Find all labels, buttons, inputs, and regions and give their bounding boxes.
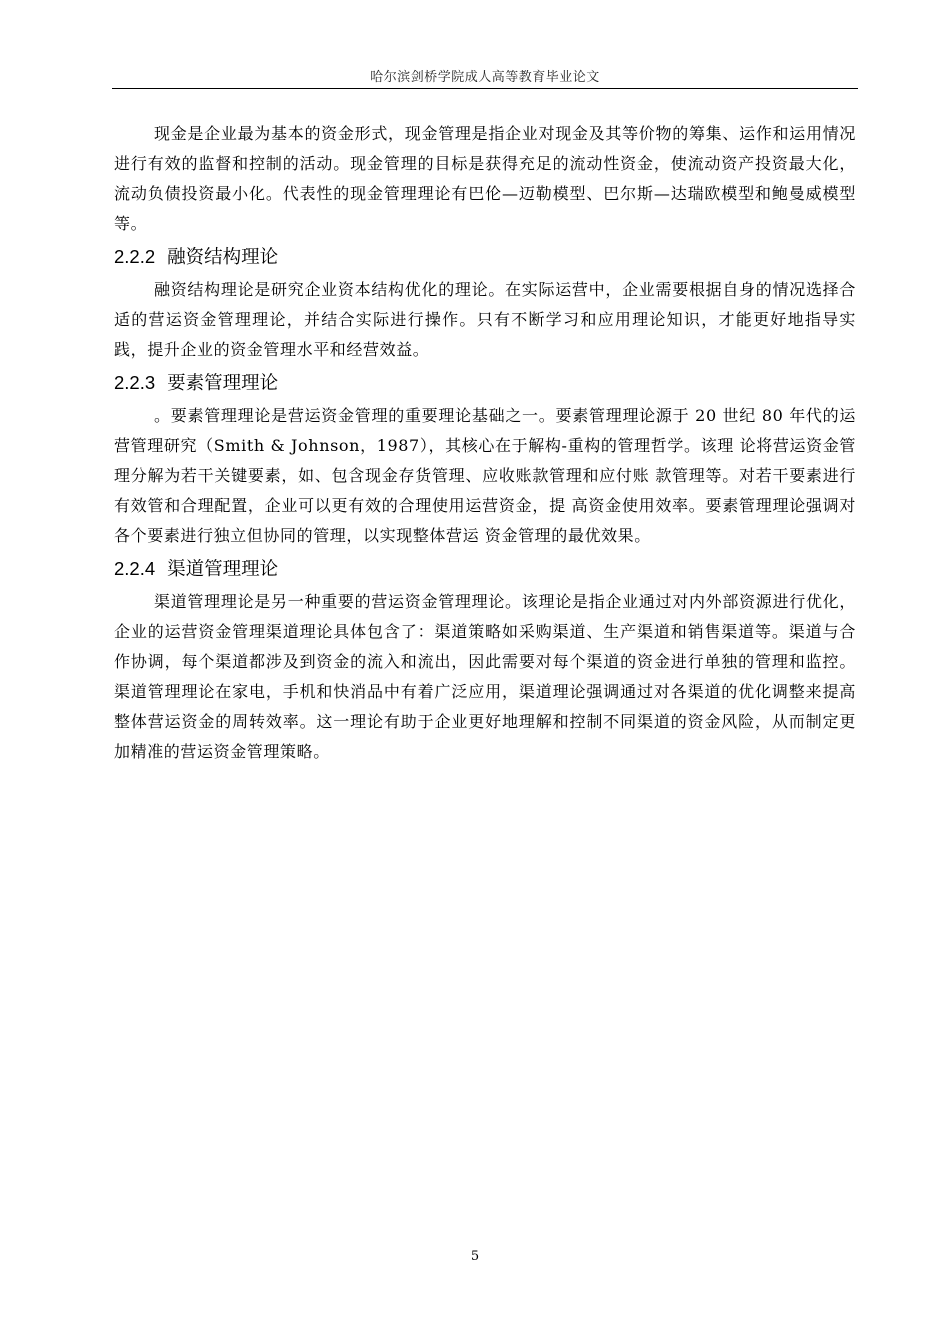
intro-paragraph: 现金是企业最为基本的资金形式，现金管理是指企业对现金及其等价物的筹集、运作和运用情况进行有效的监督和控制的活动。现金管理的目标是获得充足的流动性资金，使流动资产投资最大化，流动负债投资最小化。代表性的现金管理理论有巴伦—迈勒模型、巴尔斯—达瑞欧模型和鲍曼威模型等。 <box>114 124 856 233</box>
section-title: 融资结构理论 <box>167 246 279 267</box>
section-heading-2-2-3 <box>114 368 856 398</box>
page-number: 5 <box>470 1249 480 1264</box>
document-body <box>114 119 856 767</box>
section-paragraph-2-2-3: 。要素管理理论是营运资金管理的重要理论基础之一。要素管理理论源于 20 世纪 80 年代的运营管理研究（Smith & Johnson，1987），其核心在于解构-重构的管理哲学。该理 论将营运资金管理分解为若干关键要素，如、包含现金存货管理、应收账款管理和应付账 款管理等。对若干要素进行有效管和合理配置，企业可以更有效的合理使用运营资金，提 高资金使用效率。要素管理理论强调对各个要素进行独立但协同的管理，以实现整体营运 资金管理的最优效果。 <box>114 406 856 545</box>
section-title: 渠道管理理论 <box>167 558 279 579</box>
section-number: 2.2.4 <box>114 558 156 579</box>
header-rule <box>112 88 858 89</box>
section-number: 2.2.2 <box>114 246 156 267</box>
section-title: 要素管理理论 <box>167 372 279 393</box>
section-heading-2-2-4 <box>114 554 856 584</box>
section-heading-2-2-2 <box>114 242 856 272</box>
section-number: 2.2.3 <box>114 372 156 393</box>
section-paragraph-2-2-4: 渠道管理理论是另一种重要的营运资金管理理论。该理论是指企业通过对内外部资源进行优化，企业的运营资金管理渠道理论具体包含了：渠道策略如采购渠道、生产渠道和销售渠道等。渠道与合作协调，每个渠道都涉及到资金的流入和流出，因此需要对每个渠道的资金进行单独的管理和监控。渠道管理理论在家电，手机和快消品中有着广泛应用，渠道理论强调通过对各渠道的优化调整来提高整体营运资金的周转效率。这一理论有助于企业更好地理解和控制不同渠道的资金风险，从而制定更加精准的营运资金管理策略。 <box>114 592 856 761</box>
page-header-title: 哈尔滨剑桥学院成人高等教育毕业论文 <box>370 70 600 85</box>
section-paragraph-2-2-2: 融资结构理论是研究企业资本结构优化的理论。在实际运营中，企业需要根据自身的情况选择合适的营运资金管理理论，并结合实际进行操作。只有不断学习和应用理论知识，才能更好地指导实践，提升企业的资金管理水平和经营效益。 <box>114 280 856 359</box>
